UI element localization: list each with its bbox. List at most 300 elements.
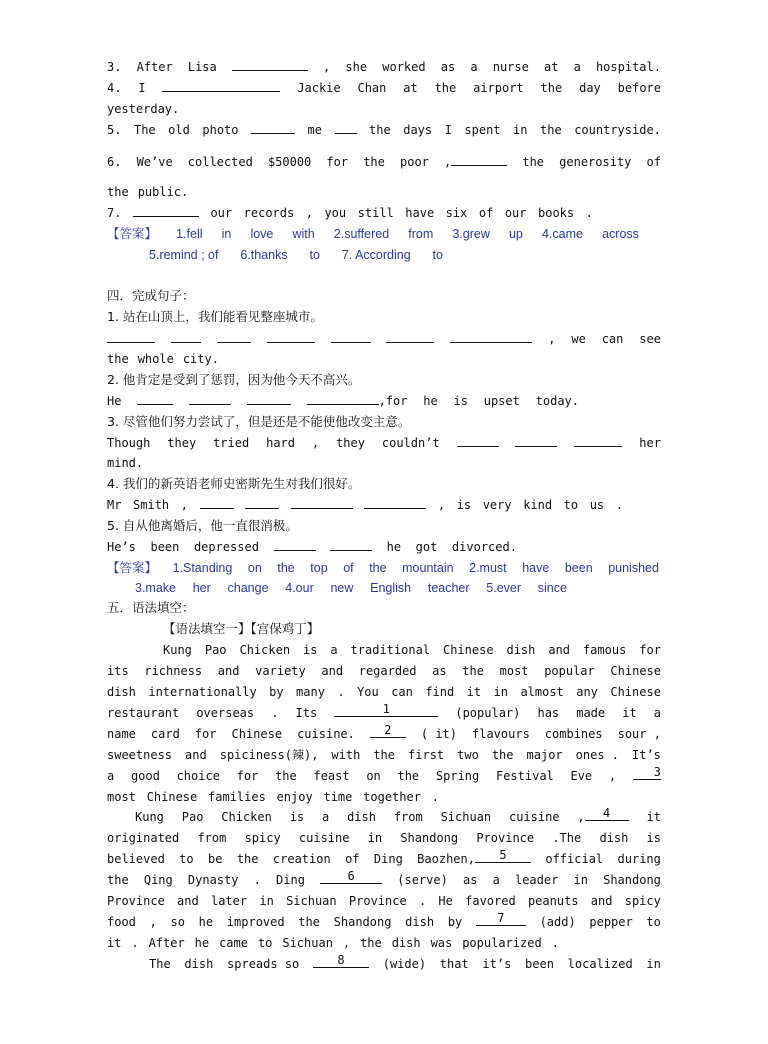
word: up [508,227,523,241]
question-chinese [107,517,661,535]
word: he [386,540,402,554]
word: He [107,394,122,408]
word: two [457,748,479,762]
word: choice [176,769,220,783]
word: yesterday. [107,102,180,116]
word: Smith [133,498,170,512]
answer-blank[interactable] [451,153,507,166]
word: popular [544,664,595,678]
word: is [646,831,661,845]
word: richness [144,664,203,678]
word: 4.came [541,227,583,241]
word: most [107,790,136,804]
answer-blank[interactable] [189,392,231,405]
word: as [432,664,447,678]
word: cuisine. [297,727,355,741]
word: (wide) [382,957,427,971]
word: we [571,332,586,346]
word: our [210,206,233,220]
word: the [363,155,385,169]
question-english-cont [107,454,661,472]
answer-blank[interactable] [133,204,199,217]
gap-blank-8[interactable]: 8 [313,955,369,968]
word: 5. 自从他离婚后，他一直很消极。 [107,518,298,533]
exercise-item-7 [107,204,593,222]
word: got [415,540,438,554]
passage-line [107,746,661,764]
word: The [133,123,156,137]
word: since [537,581,567,595]
word: (serve) [397,873,448,887]
answer-blank[interactable] [457,434,499,447]
word: 四．完成句子： [107,288,195,303]
word: feast [313,769,350,783]
word: of [646,155,661,169]
exercise-item-4 [107,79,661,97]
word: The [149,957,171,971]
word: with [292,227,315,241]
word: mountain [402,561,454,575]
word: kind [523,498,553,512]
word: the [434,81,457,95]
answer-blank[interactable] [331,330,371,343]
word: in [493,685,508,699]
word: .The [552,831,582,845]
word: Ding [373,852,403,866]
answer-blank[interactable] [162,79,280,92]
word: the [397,769,420,783]
word: Chinese [442,643,494,657]
word: and [321,664,344,678]
word: the [540,123,562,137]
gap-blank-6[interactable]: 6 [320,871,382,884]
answer-blank[interactable] [232,58,308,71]
answer-blank[interactable] [330,538,372,551]
word: favored [465,894,516,908]
word: ( it) [420,727,457,741]
word: Chinese [610,685,661,699]
word: from [197,831,227,845]
answer-blank[interactable] [217,330,251,343]
word: Chan [357,81,387,95]
word: 7. [107,206,122,220]
passage-line [107,767,661,785]
question-english [107,330,661,348]
word: books [538,206,575,220]
question-english [107,392,579,410]
answer-blank[interactable] [307,392,379,405]
word: been [525,957,554,971]
word: whole [137,352,174,366]
exercise-item-4-cont [107,100,661,118]
word: originated [107,831,180,845]
word: Dynasty [187,873,239,887]
word: popularized [462,936,542,950]
word: the [107,352,129,366]
word: new [330,581,354,595]
word: After [148,936,185,950]
word: in [221,227,232,241]
section-heading [107,599,661,617]
word: collected [187,155,253,169]
word: sweetness [107,748,173,762]
answer-label: 【答案】 [107,560,158,575]
word: the [369,561,387,575]
answer-blank[interactable] [274,538,316,551]
word: , [149,915,157,929]
word: 3.grew [452,227,490,241]
word: 2.must [469,561,507,575]
answer-blank[interactable] [171,330,201,343]
answer-blank[interactable] [364,496,426,509]
word: , 4 [577,808,628,826]
word: creation [272,852,331,866]
word: later [210,894,248,908]
gap-blank-3[interactable]: 3 [633,767,661,780]
word: improved [226,915,285,929]
word: Pao [204,643,227,657]
word: to [563,498,579,512]
word: Chinese [146,790,198,804]
word: divorced. [451,540,517,554]
word: punished [608,561,659,575]
word: can [391,685,413,699]
word: mind. [107,456,144,470]
word: You [357,685,379,699]
answer-key-line [149,246,443,264]
word: he [198,915,214,929]
word: (popular) [455,706,521,720]
word: been [564,561,593,575]
word: , [180,498,188,512]
answer-blank[interactable] [450,330,532,343]
passage-line [107,725,661,743]
word: . [418,894,427,908]
word: We’ve [136,155,173,169]
word: our [504,206,527,220]
word: has [537,706,560,720]
word: English [370,581,412,595]
word: time [323,790,353,804]
answer-label: 【答案】 [107,226,158,241]
answer-blank[interactable] [247,392,291,405]
word: change [227,581,269,595]
question-english [107,434,661,452]
word: restaurant [107,706,180,720]
passage-line [107,704,661,722]
word: spreads so [227,957,300,971]
word: Province [107,894,165,908]
word: its [107,664,129,678]
gap-blank-4[interactable]: 4 [585,808,629,821]
word: he [194,936,210,950]
word: Mr [107,498,122,512]
word: be [208,852,223,866]
word: a [470,60,478,74]
passage-line [107,662,661,680]
word: day [579,81,601,95]
word: . [585,206,593,220]
word: it [466,685,482,699]
word: traditional [350,643,431,657]
word: , [323,60,331,74]
word: 5. [107,123,122,137]
word: . [431,790,439,804]
word: , [548,332,556,346]
word: see [639,332,661,346]
word: upset [483,394,520,408]
word: nurse [492,60,529,74]
word: and [548,643,571,657]
word: hard [266,436,296,450]
word: 7. According [341,248,411,262]
word: I [444,123,452,137]
answer-blank[interactable] [200,496,234,509]
word: in [259,894,274,908]
word: he [423,394,438,408]
word: have [405,206,435,220]
word: dish [391,936,421,950]
gap-blank-1[interactable]: 1 [334,704,438,717]
word: many [296,685,325,699]
question-chinese [107,413,661,431]
word: to [257,936,273,950]
word: came [219,936,248,950]
word: is [302,643,318,657]
passage-line [107,788,439,806]
word: . [131,936,139,950]
word: a [107,769,115,783]
word: at [543,60,559,74]
word: almost [520,685,564,699]
word: by [447,915,463,929]
word: families [208,790,266,804]
word: Jackie [297,81,341,95]
word: 1. 站在山顶上，我们能看见整座城市。 [107,309,323,324]
word: Province [476,831,535,845]
exercise-item-5 [107,121,661,139]
word: ones . [575,748,619,762]
word: with [331,748,361,762]
word: dish [107,685,136,699]
word: the [373,748,396,762]
word: (add) [539,915,576,929]
word: the [107,185,129,199]
word: spicy [624,894,661,908]
word: Chinese [610,664,661,678]
answer-key-line [135,579,567,597]
answer-key-line [107,225,639,243]
word: Chinese [231,727,283,741]
word: 1.Standing [172,561,233,575]
word: the [236,852,259,866]
word: during [617,852,661,866]
word: made [576,706,606,720]
word: tried [213,436,250,450]
word: the [360,936,382,950]
word: generosity [559,155,632,169]
word: been [150,540,180,554]
word: it’s [482,957,512,971]
word: He [438,894,453,908]
answer-blank[interactable] [574,434,622,447]
word: Kung [135,810,164,824]
passage-line [107,683,661,701]
word: us [589,498,605,512]
word: was [430,936,453,950]
word: dish [347,810,376,824]
word: cuisine [509,810,560,824]
word: dish [599,831,629,845]
word: to [179,852,194,866]
word: you [324,206,347,220]
word: first [408,748,445,762]
word: . [551,936,559,950]
word: combines [544,727,603,741]
word: it [107,936,122,950]
answer-blank[interactable] [291,496,353,509]
word: card [150,727,180,741]
word: still [357,206,394,220]
word: I [138,81,146,95]
word: Qing [143,873,173,887]
word: on [366,769,381,783]
word: in [513,123,528,137]
passage-line [149,955,661,973]
word: most [499,664,529,678]
gap-blank-2[interactable]: 2 [370,725,406,738]
passage-line [107,871,661,889]
word: by [269,685,284,699]
word: . [337,685,345,699]
word: love [250,227,274,241]
exercise-item-6 [107,153,661,171]
word: Province [348,894,407,908]
word: any [576,685,598,699]
exercise-item-6-cont [107,183,661,201]
word: Chicken [239,643,291,657]
answer-blank[interactable] [245,496,279,509]
question-chinese [107,308,661,326]
answer-blank[interactable] [386,330,434,343]
word: it [646,810,661,824]
word: very [482,498,512,512]
word: 5.remind ; of [149,248,219,262]
word: Sichuan [282,936,333,950]
word: the [540,81,563,95]
word: 3. 尽管他们努力尝试了，但是还是不能使他改变主意。 [107,414,411,429]
word: , [342,936,351,950]
word: 【语法填空一】【宫保鸡丁】 [163,621,320,636]
passage-line [107,934,559,952]
word: the [522,155,545,169]
word: hospital. [595,60,661,74]
word: public. [137,185,189,199]
word: 6.thanks [240,248,288,262]
word: flavours [472,727,530,741]
word: official [545,852,604,866]
word: is [289,810,305,824]
word: . [271,706,279,720]
word: can [601,332,624,346]
answer-blank[interactable] [267,330,315,343]
word: After [136,60,173,74]
word: for [326,155,349,169]
passage-line [107,892,661,910]
word: 4.our [285,581,314,595]
word: teacher [427,581,470,595]
word: a [653,706,661,720]
word: sour , [617,727,661,741]
section-heading [107,287,661,305]
word: six [445,206,468,220]
answer-blank[interactable] [251,121,295,134]
answer-blank[interactable] [107,330,155,343]
word: and [185,748,207,762]
word: from [408,227,434,241]
word: It’s [632,748,661,762]
word: Its [295,706,318,720]
word: Shandong [603,873,661,887]
word: today. [535,394,579,408]
word: city. [182,352,219,366]
question-chinese [107,475,661,493]
answer-blank[interactable] [515,434,557,447]
word: me [307,123,322,137]
word: name [107,727,136,741]
passage-line [163,641,661,659]
gap-blank-7[interactable]: 7 [476,913,526,926]
question-english [107,538,517,556]
answer-blank[interactable] [335,121,357,134]
word: major [526,748,563,762]
word: a [492,873,500,887]
word: , [437,498,446,512]
word: Sichuan [286,894,337,908]
word: spiciness(辣), [219,748,319,762]
word: food [107,915,136,929]
word: , [311,436,320,450]
word: is [453,394,468,408]
word: Sichuan [440,810,492,824]
word: Lisa [187,60,217,74]
word: Eve [570,769,593,783]
gap-blank-5[interactable]: 5 [475,850,531,863]
word: the [298,915,320,929]
word: 3.make [135,581,176,595]
word: have [522,561,550,575]
word: spicy [244,831,281,845]
word: overseas [196,706,255,720]
word: airport [473,81,524,95]
word: Ding [276,873,305,887]
word: internationally [148,685,257,699]
answer-blank[interactable] [137,392,173,405]
word: Though [107,436,151,450]
word: that [439,957,469,971]
word: for [236,769,259,783]
question-english-cont [107,350,661,368]
answer-key-line [107,559,659,577]
word: a [322,810,330,824]
word: dish [506,643,536,657]
word: Kung [163,643,192,657]
word: leader [514,873,559,887]
word: as [440,60,456,74]
word: couldn’t [381,436,440,450]
word: the [491,748,514,762]
word: 2.suffered [333,227,390,241]
